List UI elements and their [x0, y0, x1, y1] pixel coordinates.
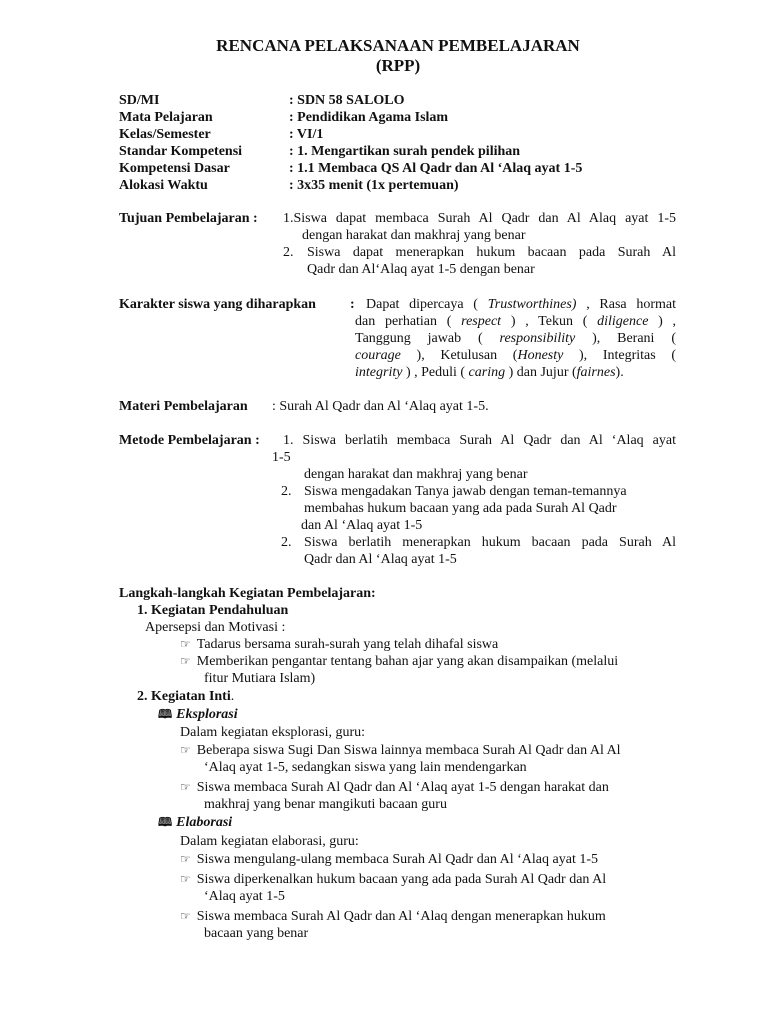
materi-label: Materi Pembelajaran: [119, 399, 248, 414]
pointing-hand-icon: ☞: [180, 909, 191, 923]
identity-value: : SDN 58 SALOLO: [289, 93, 405, 108]
identity-value: : VI/1: [289, 127, 324, 142]
metode-item-1: 1. Siswa berlatih membaca Surah Al Qadr dan Al ‘Alaq ayat: [283, 433, 676, 448]
metode-item-3-cont: Qadr dan Al ‘Alaq ayat 1-5: [304, 552, 457, 567]
karakter-label: Karakter siswa yang diharapkan: [119, 297, 316, 312]
metode-item-2-cont: membahas hukum bacaan yang ada pada Surah Al Qadr: [304, 501, 617, 516]
identity-label: Kompetensi Dasar: [119, 161, 230, 176]
kegiatan-pendahuluan-heading: 1. Kegiatan Pendahuluan: [137, 603, 289, 618]
kegiatan-inti-heading: 2. Kegiatan Inti.: [137, 689, 235, 704]
tujuan-item-1: 1.Siswa dapat membaca Surah Al Qadr dan Al Alaq ayat 1-5: [283, 211, 676, 226]
karakter-line: dan perhatian ( respect ) , Tekun ( diligence ) ,: [355, 314, 677, 329]
pointing-hand-icon: ☞: [180, 637, 191, 651]
document-subtitle: (RPP): [375, 56, 421, 75]
pointing-hand-icon: ☞: [180, 852, 191, 866]
list-item: ☞ Siswa membaca Surah Al Qadr dan Al ‘Alaq dengan menerapkan hukum: [180, 909, 606, 924]
list-item: ☞ Siswa diperkenalkan hukum bacaan yang ada pada Surah Al Qadr dan Al: [180, 872, 607, 887]
pointing-hand-icon: ☞: [180, 654, 191, 668]
list-item-cont: ‘Alaq ayat 1-5, sedangkan siswa yang lain mendengarkan: [204, 760, 527, 775]
karakter-line: Dapat dipercaya ( Trustworthines) , Rasa hormat: [366, 297, 677, 312]
apersepsi-label: Apersepsi dan Motivasi :: [145, 620, 286, 635]
list-item-cont: makhraj yang benar mangikuti bacaan guru: [204, 797, 447, 812]
elaborasi-heading: 🕮 Elaborasi: [158, 815, 233, 830]
list-item: ☞ Siswa membaca Surah Al Qadr dan Al ‘Alaq ayat 1-5 dengan harakat dan: [180, 780, 609, 795]
pointing-hand-icon: ☞: [180, 780, 191, 794]
open-book-icon: 🕮: [158, 815, 173, 829]
identity-value: : Pendidikan Agama Islam: [289, 110, 449, 125]
karakter-line: courage ), Ketulusan (Honesty ), Integritas (: [355, 348, 677, 363]
eksplorasi-intro: Dalam kegiatan eksplorasi, guru:: [180, 725, 366, 740]
metode-item-3: Siswa berlatih menerapkan hukum bacaan pada Surah Al: [304, 535, 676, 550]
tujuan-item-2-cont: Qadr dan Al‘Alaq ayat 1-5 dengan benar: [307, 262, 535, 277]
list-item-cont: ‘Alaq ayat 1-5: [204, 889, 285, 904]
identity-label: Standar Kompetensi: [119, 144, 243, 159]
tujuan-item-1-cont: dengan harakat dan makhraj yang benar: [302, 228, 526, 243]
list-item-cont: fitur Mutiara Islam): [204, 671, 316, 686]
tujuan-label: Tujuan Pembelajaran :: [119, 211, 258, 226]
elaborasi-intro: Dalam kegiatan elaborasi, guru:: [180, 834, 359, 849]
karakter-colon: :: [350, 297, 355, 312]
list-item: ☞ Memberikan pengantar tentang bahan ajar yang akan disampaikan (melalui: [180, 654, 619, 669]
karakter-line: Tanggung jawab ( responsibility ), Berani (: [355, 331, 676, 346]
metode-item-2: Siswa mengadakan Tanya jawab dengan teman-temannya: [304, 484, 627, 499]
list-item-cont: bacaan yang benar: [204, 926, 309, 941]
document-title: RENCANA PELAKSANAAN PEMBELAJARAN: [216, 36, 580, 55]
list-item: ☞ Beberapa siswa Sugi Dan Siswa lainnya membaca Surah Al Qadr dan Al Al: [180, 743, 621, 758]
identity-label: Mata Pelajaran: [119, 110, 213, 125]
metode-item-1-wrap: 1-5: [272, 450, 291, 465]
karakter-line: integrity ) , Peduli ( caring ) dan Jujur (fairnes).: [355, 365, 624, 380]
langkah-heading: Langkah-langkah Kegiatan Pembelajaran:: [119, 586, 376, 601]
list-item: ☞ Siswa mengulang-ulang membaca Surah Al Qadr dan Al ‘Alaq ayat 1-5: [180, 852, 598, 867]
metode-item-2-number: 2.: [281, 484, 292, 499]
metode-item-1-cont: dengan harakat dan makhraj yang benar: [304, 467, 528, 482]
eksplorasi-heading: 🕮 Eksplorasi: [158, 707, 238, 722]
identity-value: : 1. Mengartikan surah pendek pilihan: [289, 144, 521, 159]
metode-item-3-number: 2.: [281, 535, 292, 550]
open-book-icon: 🕮: [158, 707, 173, 721]
identity-label: Alokasi Waktu: [119, 178, 208, 193]
pointing-hand-icon: ☞: [180, 872, 191, 886]
metode-label: Metode Pembelajaran :: [119, 433, 260, 448]
metode-item-2-cont2: dan Al ‘Alaq ayat 1-5: [301, 518, 423, 533]
identity-value: : 3x35 menit (1x pertemuan): [289, 178, 459, 193]
pointing-hand-icon: ☞: [180, 743, 191, 757]
identity-label: SD/MI: [119, 93, 160, 108]
materi-value: : Surah Al Qadr dan Al ‘Alaq ayat 1-5.: [272, 399, 489, 414]
list-item: ☞ Tadarus bersama surah-surah yang telah dihafal siswa: [180, 637, 499, 652]
tujuan-item-2: Siswa dapat menerapkan hukum bacaan pada Surah Al: [307, 245, 676, 260]
identity-value: : 1.1 Membaca QS Al Qadr dan Al ‘Alaq ayat 1-5: [289, 161, 583, 176]
identity-label: Kelas/Semester: [119, 127, 211, 142]
tujuan-item-2-number: 2.: [283, 245, 294, 260]
